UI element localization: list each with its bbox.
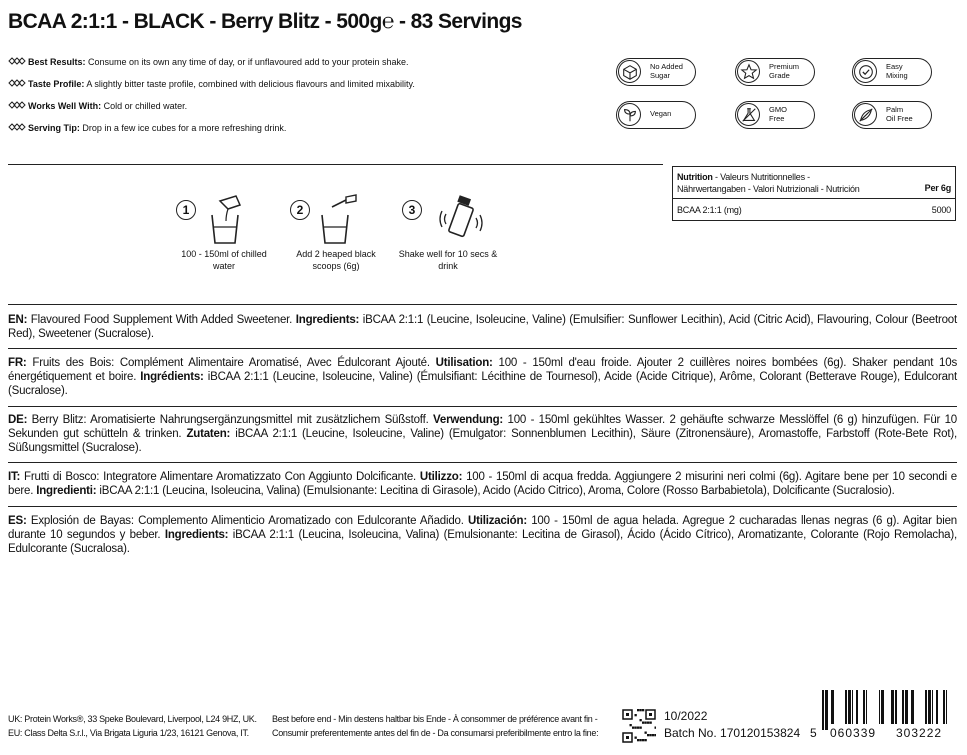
language-heading: Verwendung:: [433, 414, 504, 426]
shaker-icon: [436, 193, 488, 245]
qr-code-icon: [622, 709, 656, 743]
language-text: Frutti di Bosco: Integratore Alimentare Aromatizzato Con Aggiunto Dolcificante.: [20, 471, 420, 483]
check-icon: [854, 60, 877, 83]
badge-label-line2: Sugar: [650, 70, 671, 80]
info-item: [8, 78, 415, 90]
badge-label-line1: Premium: [769, 62, 800, 71]
section-rule: [8, 406, 957, 407]
language-heading: Ingrédients:: [140, 371, 204, 383]
address-uk: UK: Protein Works®, 33 Speke Boulevard, Liverpool, L24 9HZ, UK.: [8, 714, 257, 724]
info-text: Drop in a few ice cubes for a more refreshing drink.: [79, 123, 287, 133]
info-text: Consume on its own any time of day, or if unflavoured add to your protein shake.: [85, 57, 409, 67]
step-3-text: Shake well for 10 secs & drink: [398, 249, 498, 271]
step-2-text: Add 2 heaped black scoops (6g): [296, 249, 376, 271]
language-text: Explosión de Bayas: Complemento Alimenticio Aromatizado con Edulcorante Añadido.: [26, 515, 469, 527]
language-text: iBCAA 2:1:1 (Leucine, Isoleucine, Valine) (Emulsifier: Sunflower Lecithin), Acid (Citric Acid), Flavouring, Colour (Beetroot Red), Sweetener (Sucralose).: [8, 314, 957, 340]
info-text: A slightly bitter taste profile, combined with delicious flavours and limited mixability.: [84, 79, 415, 89]
info-text: Cold or chilled water.: [101, 101, 188, 111]
badge-label: [886, 106, 913, 123]
badge-label: [886, 63, 908, 80]
language-heading: Utilización:: [468, 515, 527, 527]
badge-label-line1: Easy: [886, 62, 903, 71]
badge: [852, 101, 932, 129]
step-1-text: 100 - 150ml of chilled water: [181, 249, 267, 271]
badge-label-line2: Grade: [769, 70, 790, 80]
language-block: [8, 356, 957, 398]
address-eu: EU: Class Delta S.r.l., Via Brigata Liguria 1/23, 16121 Genova, IT.: [8, 728, 249, 738]
info-label: Best Results:: [28, 57, 86, 67]
badge-label: [769, 63, 799, 80]
palm-leaf-icon: [854, 103, 877, 126]
language-block: [8, 313, 957, 341]
glass-pour-icon: [206, 193, 246, 245]
batch-number: Batch No. 170120153824: [664, 726, 801, 740]
product-title: BCAA 2:1:1 - BLACK - Berry Blitz - 500g℮ - 83 Servings: [8, 10, 522, 33]
nutrition-table: [672, 166, 956, 221]
badge-label-line2: Free: [769, 113, 785, 123]
info-item: [8, 56, 409, 68]
language-code: ES:: [8, 515, 27, 527]
language-block: [8, 413, 957, 455]
nutrition-header-rest: - Valeurs Nutritionnelles - Nährwertangaben - Valori Nutrizionali - Nutrición: [677, 172, 860, 194]
language-code: EN:: [8, 314, 28, 326]
section-rule: [8, 164, 663, 165]
barcode-digits-right: 303222: [896, 726, 943, 740]
section-rule: [8, 506, 957, 507]
badge-label-line1: GMO: [769, 105, 787, 114]
badge: [616, 101, 696, 129]
nutrition-header: [677, 171, 877, 195]
language-text: 100 - 150ml di acqua fredda. Aggiungere 2 misurini neri colmi (6g). Agitare bene per 10 secondi e bere.: [8, 471, 957, 497]
box-icon: [618, 60, 641, 83]
badge-label: [650, 110, 671, 119]
section-rule: [8, 462, 957, 463]
badge-label-line1: No Added: [650, 62, 683, 71]
badge-label-line2: Mixing: [886, 70, 908, 80]
language-heading: Ingredients:: [164, 529, 229, 541]
badge-label-line1: Vegan: [650, 109, 672, 118]
info-label: Works Well With:: [28, 101, 102, 111]
nutrition-row-label: BCAA 2:1:1 (mg): [677, 205, 742, 215]
diamond-bullet-icon: [8, 78, 28, 90]
language-code: IT:: [8, 471, 21, 483]
language-heading: Utilisation:: [435, 357, 493, 369]
language-text: Flavoured Food Supplement With Added Sweetener.: [27, 314, 296, 326]
info-item: [8, 100, 187, 112]
badge: [852, 58, 932, 86]
language-block: [8, 470, 957, 498]
language-text: 100 - 150ml gekühltes Wasser. 2 gehäufte schwarze Messlöffel (6 g) hinzufügen. Für 10 Sekunden gut schütteln & trinken.: [8, 414, 958, 440]
language-text: iBCAA 2:1:1 (Leucine, Isoleucine, Valine) (Émulsifiant: Lécithine de Tournesol), Acide (Acide Citrique), Arôme, Colorant (Betterave Rouge), Edulcorant (Sucralose).: [8, 371, 957, 397]
language-code: FR:: [8, 357, 27, 369]
language-text: iBCAA 2:1:1 (Leucina, Isoleucina, Valina) (Emulsionante: Lecitina de Girasol), Ácido (Ácido Cítrico), Aromatizante, Colorante (Rojo Remolacha), Edulcorante (Sucralosa).: [8, 529, 957, 555]
diamond-bullet-icon: [8, 56, 28, 68]
info-label: Serving Tip:: [28, 123, 80, 133]
language-text: 100 - 150ml d'eau froide. Ajouter 2 cuillères noires bombées (6g). Shaker pendant 10s énergétiquement et boire.: [8, 357, 957, 383]
language-block: [8, 514, 957, 556]
badge: [735, 58, 815, 86]
step-3-number: 3: [402, 200, 422, 220]
info-label: Taste Profile:: [28, 79, 85, 89]
badge: [616, 58, 696, 86]
nutrition-divider: [673, 198, 955, 199]
star-icon: [737, 60, 760, 83]
barcode-digits-left: 060339: [830, 726, 877, 740]
section-rule: [8, 304, 957, 305]
language-heading: Ingredients:: [295, 314, 360, 326]
badge-label-line1: Palm: [886, 105, 904, 114]
diamond-bullet-icon: [8, 100, 28, 112]
badge-label-line2: Oil Free: [886, 113, 913, 123]
nutrition-row-value: 5000: [931, 205, 951, 215]
step-2-number: 2: [290, 200, 310, 220]
diamond-bullet-icon: [8, 122, 28, 134]
language-heading: Zutaten:: [186, 428, 231, 440]
step-1-number: 1: [176, 200, 196, 220]
language-heading: Ingredienti:: [36, 485, 97, 497]
badge-label: [650, 63, 683, 80]
flask-icon: [737, 103, 760, 126]
language-text: 100 - 150ml de agua helada. Agregue 2 cucharadas llenas negras (6 g). Agitar bien durante 10 segundos y beber.: [8, 515, 957, 541]
glass-scoop-icon: [318, 193, 360, 245]
best-before-line-1: Best before end - Min destens haltbar bis Ende - À consommer de préférence avant fin -: [272, 714, 598, 724]
badge-label: [769, 106, 787, 123]
section-rule: [8, 348, 957, 349]
nutrition-header-bold: Nutrition: [677, 172, 713, 182]
barcode: [820, 690, 960, 730]
leaf-icon: [618, 103, 641, 126]
language-text: iBCAA 2:1:1 (Leucina, Isoleucina, Valina) (Emulsionante: Lecitina di Girasole), Acido (Acido Citrico), Aroma, Colore (Rosso Barbabietola), Dolcificante (Sucralosio).: [96, 485, 895, 497]
language-code: DE:: [8, 414, 28, 426]
language-text: iBCAA 2:1:1 (Leucine, Isoleucine, Valine) (Emulgator: Sonnenblumen Lecithin), Säure (Zitronensäure), Aromastoffe, Farbstoff (Rote-Bete Rot), Süßungsmittel (Sucralose).: [8, 428, 957, 454]
nutrition-per: Per 6g: [924, 183, 951, 193]
language-heading: Utilizzo:: [419, 471, 463, 483]
language-text: Berry Blitz: Aromatisierte Nahrungsergänzungsmittel mit zusätzlichem Süßstoff.: [27, 414, 434, 426]
expiry-date: 10/2022: [664, 709, 708, 723]
info-item: [8, 122, 286, 134]
language-text: Fruits des Bois: Complément Alimentaire Aromatisé, Avec Édulcorant Ajouté.: [26, 357, 436, 369]
best-before-line-2: Consumir preferentemente antes del fin de - Da consumarsi preferibilmente entro la fine:: [272, 728, 599, 738]
barcode-digit-first: 5: [810, 726, 817, 740]
badge: [735, 101, 815, 129]
